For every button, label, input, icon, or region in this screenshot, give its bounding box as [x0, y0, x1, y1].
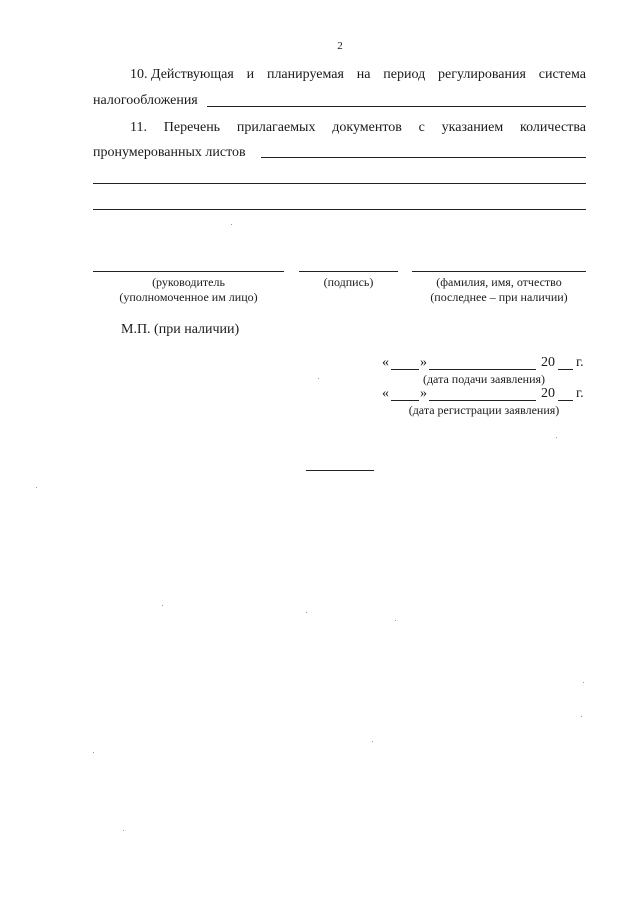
submission-month-line[interactable]: [429, 369, 536, 370]
registration-close-quote: »: [420, 386, 427, 401]
item10-word: период: [383, 67, 426, 82]
registration-date-caption: (дата регистрации заявления): [408, 403, 560, 417]
registration-day-line[interactable]: [391, 400, 419, 401]
item10-word: система: [538, 67, 586, 82]
scan-speck: [93, 752, 94, 753]
end-divider: [306, 470, 374, 471]
item10-word: 10. Действующая: [130, 67, 234, 82]
scan-speck: [231, 224, 232, 225]
scan-speck: [162, 605, 163, 606]
item10-word: регулирования: [438, 67, 526, 82]
registration-year-line[interactable]: [558, 400, 573, 401]
scan-speck: [36, 487, 37, 488]
item11-label: пронумерованных листов: [93, 145, 246, 160]
item11-word: количества: [520, 120, 586, 135]
scan-speck: [318, 378, 319, 379]
registration-month-line[interactable]: [429, 400, 536, 401]
page-number: 2: [337, 40, 343, 52]
full-name-caption-line2: (последнее – при наличии): [430, 290, 568, 304]
submission-date-caption: (дата подачи заявления): [422, 372, 546, 386]
item11-word: 11.: [130, 120, 147, 135]
full-name-caption: [412, 275, 586, 305]
item11-line1: [130, 120, 586, 136]
scan-speck: [395, 620, 396, 621]
signature-caption-text: (подпись): [323, 275, 374, 289]
item10-word: и: [246, 67, 255, 82]
submission-year-suffix: г.: [576, 355, 584, 370]
signature-line[interactable]: [299, 271, 398, 272]
registration-year-suffix: г.: [576, 386, 584, 401]
item11-word: указанием: [441, 120, 504, 135]
signature-caption: [299, 275, 398, 290]
head-caption: [93, 275, 284, 305]
item11-word: прилагаемых: [236, 120, 316, 135]
documents-fill-line-3[interactable]: [93, 209, 586, 210]
item11-word: с: [418, 120, 425, 135]
scan-speck: [123, 830, 124, 831]
head-caption-line1: (руководитель: [152, 275, 225, 289]
submission-close-quote: »: [420, 355, 427, 370]
item10-word: планируемая: [266, 67, 344, 82]
item10-word: на: [356, 67, 371, 82]
item10-line1: [130, 67, 586, 83]
submission-day-line[interactable]: [391, 369, 419, 370]
item11-word: документов: [332, 120, 402, 135]
head-caption-line2: (уполномоченное им лицо): [119, 290, 258, 304]
item10-label: налогообложения: [93, 93, 198, 108]
head-signature-line[interactable]: [93, 271, 284, 272]
registration-open-quote: «: [382, 386, 389, 401]
registration-year-prefix: 20: [541, 386, 555, 401]
submission-year-line[interactable]: [558, 369, 573, 370]
scan-speck: [581, 716, 582, 717]
scan-speck: [556, 437, 557, 438]
stamp-place-label: М.П. (при наличии): [121, 322, 240, 337]
submission-open-quote: «: [382, 355, 389, 370]
tax-system-fill-line[interactable]: [207, 106, 586, 107]
submission-year-prefix: 20: [541, 355, 555, 370]
full-name-line[interactable]: [412, 271, 586, 272]
scan-speck: [372, 741, 373, 742]
documents-fill-line-1[interactable]: [261, 157, 586, 158]
scan-speck: [583, 682, 584, 683]
full-name-caption-line1: (фамилия, имя, отчество: [436, 275, 562, 289]
item11-word: Перечень: [163, 120, 221, 135]
scan-speck: [306, 612, 307, 613]
documents-fill-line-2[interactable]: [93, 183, 586, 184]
